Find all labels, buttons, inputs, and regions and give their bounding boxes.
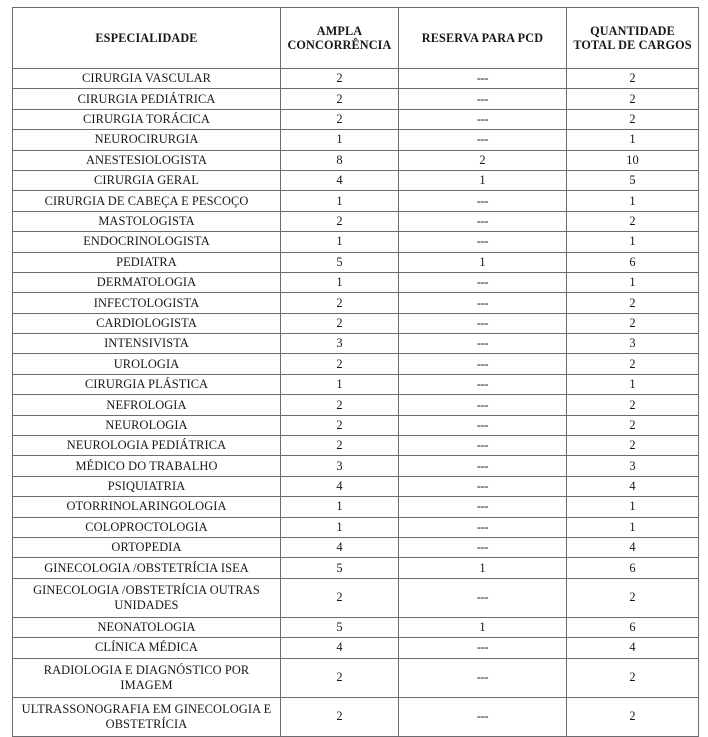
cell-ampla-concorrencia: 1 xyxy=(281,191,399,211)
cell-quantidade-total: 3 xyxy=(567,334,699,354)
column-header-ampla-concorrencia: AMPLA CONCORRÊNCIA xyxy=(281,8,399,69)
cell-quantidade-total: 2 xyxy=(567,69,699,89)
cell-reserva-pcd: --- xyxy=(399,638,567,658)
cell-ampla-concorrencia: 3 xyxy=(281,456,399,476)
cell-especialidade: CIRURGIA PEDIÁTRICA xyxy=(13,89,281,109)
cell-reserva-pcd: --- xyxy=(399,354,567,374)
cell-especialidade: CIRURGIA PLÁSTICA xyxy=(13,374,281,394)
cell-ampla-concorrencia: 4 xyxy=(281,170,399,190)
cell-reserva-pcd: --- xyxy=(399,211,567,231)
cell-quantidade-total: 2 xyxy=(567,395,699,415)
cell-ampla-concorrencia: 5 xyxy=(281,617,399,637)
table-row xyxy=(13,130,699,150)
table-row xyxy=(13,211,699,231)
cell-ampla-concorrencia: 2 xyxy=(281,415,399,435)
cell-reserva-pcd: --- xyxy=(399,415,567,435)
table-header xyxy=(13,8,699,69)
cell-quantidade-total: 1 xyxy=(567,191,699,211)
table-row xyxy=(13,415,699,435)
cell-quantidade-total: 2 xyxy=(567,313,699,333)
table-row xyxy=(13,578,699,617)
cell-especialidade: CIRURGIA GERAL xyxy=(13,170,281,190)
cell-ampla-concorrencia: 8 xyxy=(281,150,399,170)
cell-especialidade: INTENSIVISTA xyxy=(13,334,281,354)
cell-especialidade: NEUROCIRURGIA xyxy=(13,130,281,150)
cell-especialidade: CIRURGIA VASCULAR xyxy=(13,69,281,89)
cell-especialidade: NEONATOLOGIA xyxy=(13,617,281,637)
column-header-quantidade-total: QUANTIDADE TOTAL DE CARGOS xyxy=(567,8,699,69)
cell-reserva-pcd: --- xyxy=(399,395,567,415)
cell-ampla-concorrencia: 1 xyxy=(281,272,399,292)
cell-especialidade: GINECOLOGIA /OBSTETRÍCIA ISEA xyxy=(13,558,281,578)
cell-ampla-concorrencia: 2 xyxy=(281,578,399,617)
cell-especialidade: INFECTOLOGISTA xyxy=(13,293,281,313)
cell-ampla-concorrencia: 4 xyxy=(281,537,399,557)
cell-ampla-concorrencia: 2 xyxy=(281,395,399,415)
table-row xyxy=(13,150,699,170)
table-row xyxy=(13,436,699,456)
cell-ampla-concorrencia: 2 xyxy=(281,658,399,697)
cell-quantidade-total: 3 xyxy=(567,456,699,476)
cell-quantidade-total: 2 xyxy=(567,578,699,617)
cell-ampla-concorrencia: 4 xyxy=(281,476,399,496)
cell-especialidade: MASTOLOGISTA xyxy=(13,211,281,231)
table-body xyxy=(13,69,699,737)
table-row xyxy=(13,638,699,658)
table-row xyxy=(13,697,699,736)
cell-quantidade-total: 2 xyxy=(567,415,699,435)
vacancy-table-container xyxy=(12,7,698,737)
table-row xyxy=(13,69,699,89)
cell-quantidade-total: 4 xyxy=(567,476,699,496)
cell-especialidade: UROLOGIA xyxy=(13,354,281,374)
cell-ampla-concorrencia: 2 xyxy=(281,109,399,129)
cell-quantidade-total: 4 xyxy=(567,537,699,557)
cell-especialidade: CIRURGIA DE CABEÇA E PESCOÇO xyxy=(13,191,281,211)
cell-quantidade-total: 5 xyxy=(567,170,699,190)
cell-especialidade: OTORRINOLARINGOLOGIA xyxy=(13,497,281,517)
cell-especialidade: ORTOPEDIA xyxy=(13,537,281,557)
cell-ampla-concorrencia: 2 xyxy=(281,69,399,89)
cell-reserva-pcd: --- xyxy=(399,374,567,394)
table-row xyxy=(13,252,699,272)
cell-ampla-concorrencia: 2 xyxy=(281,697,399,736)
cell-quantidade-total: 6 xyxy=(567,252,699,272)
cell-ampla-concorrencia: 1 xyxy=(281,130,399,150)
cell-especialidade: DERMATOLOGIA xyxy=(13,272,281,292)
cell-reserva-pcd: --- xyxy=(399,476,567,496)
cell-quantidade-total: 1 xyxy=(567,497,699,517)
cell-especialidade: ENDOCRINOLOGISTA xyxy=(13,232,281,252)
cell-quantidade-total: 2 xyxy=(567,354,699,374)
cell-reserva-pcd: --- xyxy=(399,232,567,252)
column-header-especialidade: ESPECIALIDADE xyxy=(13,8,281,69)
cell-ampla-concorrencia: 5 xyxy=(281,558,399,578)
cell-reserva-pcd: --- xyxy=(399,537,567,557)
cell-quantidade-total: 2 xyxy=(567,436,699,456)
cell-ampla-concorrencia: 3 xyxy=(281,334,399,354)
table-row xyxy=(13,293,699,313)
cell-reserva-pcd: --- xyxy=(399,293,567,313)
cell-ampla-concorrencia: 1 xyxy=(281,497,399,517)
cell-reserva-pcd: --- xyxy=(399,517,567,537)
cell-reserva-pcd: --- xyxy=(399,456,567,476)
cell-especialidade: ULTRASSONOGRAFIA EM GINECOLOGIA E OBSTETRÍCIA xyxy=(13,697,281,736)
cell-reserva-pcd: --- xyxy=(399,497,567,517)
cell-especialidade: ANESTESIOLOGISTA xyxy=(13,150,281,170)
cell-quantidade-total: 2 xyxy=(567,658,699,697)
cell-ampla-concorrencia: 1 xyxy=(281,517,399,537)
table-row xyxy=(13,558,699,578)
cell-quantidade-total: 1 xyxy=(567,272,699,292)
cell-ampla-concorrencia: 2 xyxy=(281,354,399,374)
cell-ampla-concorrencia: 1 xyxy=(281,232,399,252)
cell-quantidade-total: 2 xyxy=(567,89,699,109)
cell-quantidade-total: 6 xyxy=(567,558,699,578)
cell-quantidade-total: 1 xyxy=(567,374,699,394)
cell-quantidade-total: 2 xyxy=(567,211,699,231)
cell-quantidade-total: 2 xyxy=(567,109,699,129)
table-row xyxy=(13,395,699,415)
cell-ampla-concorrencia: 1 xyxy=(281,374,399,394)
table-row xyxy=(13,313,699,333)
cell-reserva-pcd: 1 xyxy=(399,558,567,578)
table-row xyxy=(13,232,699,252)
cell-reserva-pcd: --- xyxy=(399,697,567,736)
table-row xyxy=(13,456,699,476)
cell-quantidade-total: 6 xyxy=(567,617,699,637)
cell-reserva-pcd: --- xyxy=(399,130,567,150)
cell-reserva-pcd: --- xyxy=(399,658,567,697)
table-row xyxy=(13,272,699,292)
cell-ampla-concorrencia: 2 xyxy=(281,89,399,109)
cell-quantidade-total: 1 xyxy=(567,517,699,537)
cell-reserva-pcd: --- xyxy=(399,69,567,89)
cell-quantidade-total: 2 xyxy=(567,697,699,736)
table-row xyxy=(13,354,699,374)
cell-ampla-concorrencia: 2 xyxy=(281,313,399,333)
cell-ampla-concorrencia: 2 xyxy=(281,293,399,313)
cell-especialidade: PEDIATRA xyxy=(13,252,281,272)
cell-especialidade: GINECOLOGIA /OBSTETRÍCIA OUTRAS UNIDADES xyxy=(13,578,281,617)
cell-reserva-pcd: --- xyxy=(399,109,567,129)
cell-reserva-pcd: 1 xyxy=(399,170,567,190)
table-row xyxy=(13,89,699,109)
cell-reserva-pcd: 1 xyxy=(399,252,567,272)
table-row xyxy=(13,517,699,537)
table-row xyxy=(13,170,699,190)
table-row xyxy=(13,334,699,354)
cell-especialidade: MÉDICO DO TRABALHO xyxy=(13,456,281,476)
cell-ampla-concorrencia: 4 xyxy=(281,638,399,658)
table-row xyxy=(13,191,699,211)
cell-ampla-concorrencia: 2 xyxy=(281,211,399,231)
cell-reserva-pcd: --- xyxy=(399,89,567,109)
cell-reserva-pcd: --- xyxy=(399,578,567,617)
cell-especialidade: RADIOLOGIA E DIAGNÓSTICO POR IMAGEM xyxy=(13,658,281,697)
table-header-row xyxy=(13,8,699,69)
cell-quantidade-total: 4 xyxy=(567,638,699,658)
cell-quantidade-total: 2 xyxy=(567,293,699,313)
table-row xyxy=(13,537,699,557)
cell-reserva-pcd: --- xyxy=(399,436,567,456)
cell-especialidade: NEUROLOGIA PEDIÁTRICA xyxy=(13,436,281,456)
cell-reserva-pcd: 1 xyxy=(399,617,567,637)
cell-ampla-concorrencia: 2 xyxy=(281,436,399,456)
cell-especialidade: NEUROLOGIA xyxy=(13,415,281,435)
cell-ampla-concorrencia: 5 xyxy=(281,252,399,272)
table-row xyxy=(13,109,699,129)
cell-especialidade: COLOPROCTOLOGIA xyxy=(13,517,281,537)
cell-reserva-pcd: --- xyxy=(399,334,567,354)
cell-reserva-pcd: --- xyxy=(399,313,567,333)
table-row xyxy=(13,374,699,394)
cell-quantidade-total: 1 xyxy=(567,130,699,150)
cell-especialidade: CIRURGIA TORÁCICA xyxy=(13,109,281,129)
cell-quantidade-total: 1 xyxy=(567,232,699,252)
cell-reserva-pcd: --- xyxy=(399,191,567,211)
table-row xyxy=(13,617,699,637)
column-header-reserva-pcd: RESERVA PARA PCD xyxy=(399,8,567,69)
cell-especialidade: PSIQUIATRIA xyxy=(13,476,281,496)
cell-quantidade-total: 10 xyxy=(567,150,699,170)
cell-especialidade: NEFROLOGIA xyxy=(13,395,281,415)
table-row xyxy=(13,658,699,697)
cell-reserva-pcd: 2 xyxy=(399,150,567,170)
cell-especialidade: CARDIOLOGISTA xyxy=(13,313,281,333)
vacancy-table xyxy=(12,7,699,737)
table-row xyxy=(13,497,699,517)
table-row xyxy=(13,476,699,496)
cell-reserva-pcd: --- xyxy=(399,272,567,292)
cell-especialidade: CLÍNICA MÉDICA xyxy=(13,638,281,658)
